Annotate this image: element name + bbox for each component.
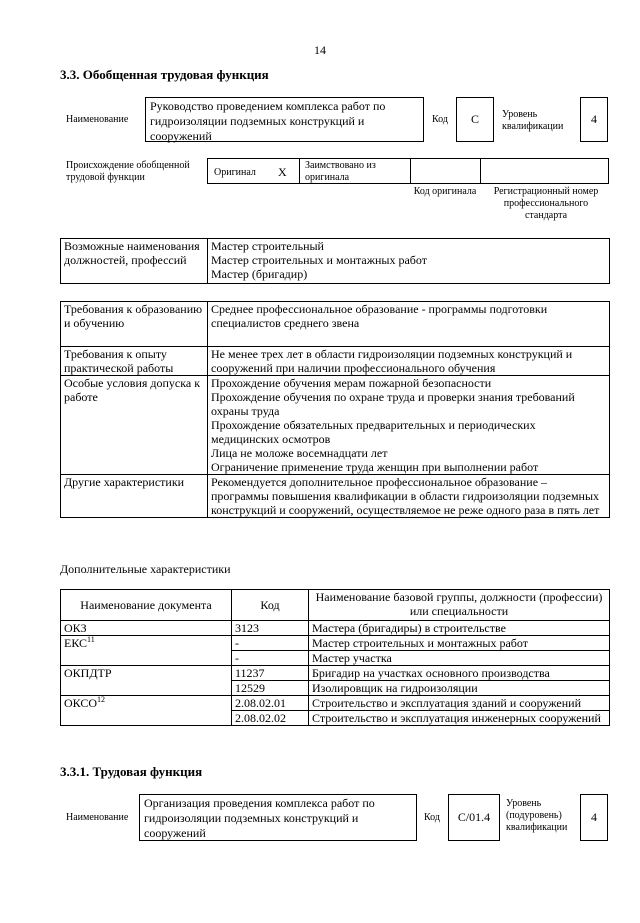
name-cell: Мастер участка (309, 651, 610, 666)
doc-cell (61, 696, 232, 726)
name-cell: Мастера (бригадиры) в строительстве (309, 621, 610, 636)
divider (410, 159, 411, 183)
req-value (208, 376, 610, 475)
position-item: Мастер строительный (211, 239, 324, 253)
code-value: C/01.4 (448, 794, 500, 841)
name-cell: Изолировщик на гидроизоляции (309, 681, 610, 696)
table-row (61, 696, 610, 711)
requirements-table (60, 301, 610, 518)
original-mark: X (278, 165, 287, 179)
name-cell: Бригадир на участках основного производства (309, 666, 610, 681)
position-item: Мастер (бригадир) (211, 267, 308, 281)
code-label: Код (424, 812, 440, 823)
table-row (61, 239, 610, 284)
table-row (61, 302, 610, 347)
req-line: Лица не моложе восемнадцати лет (211, 446, 388, 460)
req-label: Требования к образованию и обучению (61, 302, 208, 347)
code-label: Код (432, 114, 448, 125)
page-number: 14 (314, 43, 326, 57)
req-value: Рекомендуется дополнительное профессиональное образование – программы повышения квалификации в области гидроизоляции подземных конструкций и сооружений, осуществляемое не реже одного раза в пять лет (208, 475, 610, 518)
code-cell: 2.08.02.02 (232, 711, 309, 726)
footnote-ref: 12 (97, 695, 106, 704)
borrowed-label: Заимствовано из оригинала (305, 160, 376, 183)
code-cell: 2.08.02.01 (232, 696, 309, 711)
name-value: Руководство проведением комплекса работ по гидроизоляции подземных конструкций и сооружений (145, 97, 424, 142)
req-label: Другие характеристики (61, 475, 208, 518)
req-line: Ограничение применение труда женщин при выполнении работ (211, 460, 539, 474)
name-cell: Строительство и эксплуатация инженерных сооружений (309, 711, 610, 726)
positions-list (208, 239, 610, 284)
doc-name: ЕКС (64, 636, 88, 650)
name-cell: Строительство и эксплуатация зданий и сооружений (309, 696, 610, 711)
req-value: Среднее профессиональное образование - программы подготовки специалистов среднего звена (208, 302, 610, 347)
code-value: C (456, 97, 494, 142)
name-cell: Мастер строительных и монтажных работ (309, 636, 610, 651)
req-line: Прохождение обучения по охране труда и проверки знания требований охраны труда (211, 390, 575, 418)
table-row (61, 636, 610, 651)
position-item: Мастер строительных и монтажных работ (211, 253, 427, 267)
original-label: Оригинал (214, 167, 256, 178)
column-header: Наименование документа (61, 590, 232, 621)
code-cell: 12529 (232, 681, 309, 696)
doc-cell (61, 636, 232, 666)
code-cell: 11237 (232, 666, 309, 681)
column-header: Код (232, 590, 309, 621)
additional-title: Дополнительные характеристики (60, 562, 231, 576)
doc-cell: ОКЗ (61, 621, 232, 636)
req-line: Прохождение обязательных предварительных и периодических медицинских осмотров (211, 418, 536, 446)
name-label: Наименование (66, 812, 129, 823)
section-title: 3.3. Обобщенная трудовая функция (60, 67, 269, 82)
code-cell: 3123 (232, 621, 309, 636)
name-label: Наименование (66, 114, 129, 125)
reg-number-label: Регистрационный номер профессионального стандарта (493, 186, 599, 221)
origin-label: Происхождение обобщенной трудовой функции (66, 160, 190, 183)
code-cell: - (232, 651, 309, 666)
doc-cell: ОКПДТР (61, 666, 232, 696)
divider (299, 159, 300, 183)
table-row (61, 475, 610, 518)
req-value: Не менее трех лет в области гидроизоляции подземных конструкций и сооружений при наличии профессионального обучения (208, 347, 610, 376)
additional-table (60, 589, 610, 726)
subsection-title: 3.3.1. Трудовая функция (60, 764, 203, 779)
level-label: Уровень квалификации (502, 109, 564, 132)
positions-label: Возможные наименования должностей, профессий (61, 239, 208, 284)
req-line: Прохождение обучения мерам пожарной безопасности (211, 376, 492, 390)
level-value: 4 (580, 97, 608, 142)
code-cell: - (232, 636, 309, 651)
table-header-row (61, 590, 610, 621)
origin-box (207, 158, 609, 184)
column-header: Наименование базовой группы, должности (профессии) или специальности (309, 590, 610, 621)
name-value: Организация проведения комплекса работ по гидроизоляции подземных конструкций и сооружений (139, 794, 417, 841)
divider (480, 159, 481, 183)
doc-name: ОКСО (64, 696, 98, 710)
table-row (61, 376, 610, 475)
footnote-ref: 11 (87, 635, 95, 644)
level-label: Уровень (подуровень) квалификации (506, 798, 568, 833)
table-row (61, 621, 610, 636)
table-row (61, 666, 610, 681)
table-row (61, 347, 610, 376)
code-original-label: Код оригинала (413, 186, 477, 197)
level-value: 4 (580, 794, 608, 841)
req-label: Требования к опыту практической работы (61, 347, 208, 376)
req-label: Особые условия допуска к работе (61, 376, 208, 475)
positions-table (60, 238, 610, 284)
